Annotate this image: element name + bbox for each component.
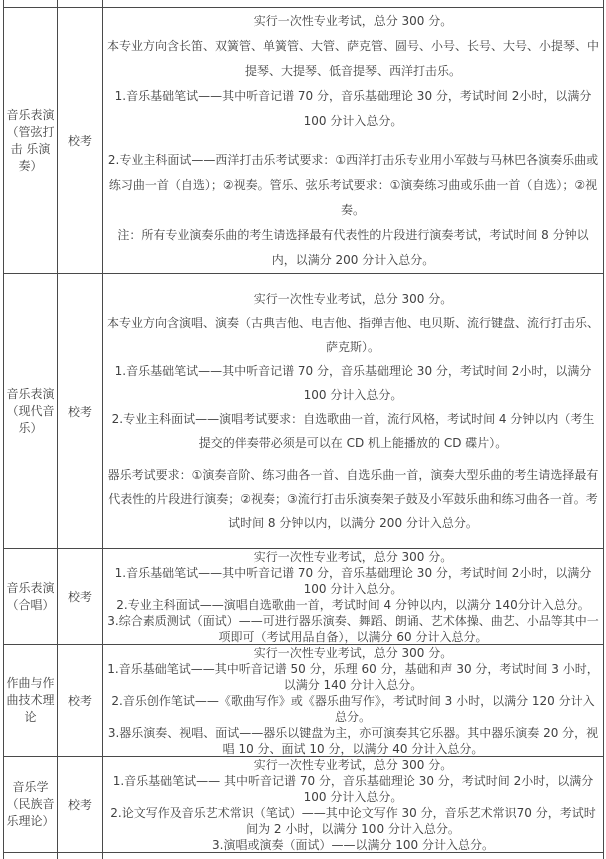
exam-detail-paragraph: 本专业方向含长笛、双簧管、单簧管、大管、萨克管、圆号、小号、长号、大号、小提琴、中提琴、大提琴、低音提琴、西洋打击乐。 xyxy=(106,38,599,78)
empty-major-cell xyxy=(4,0,58,7)
exam-details-cell xyxy=(103,549,604,644)
major-cell xyxy=(4,757,58,852)
exam-detail-paragraph: 实行一次性专业考试，总分 300 分。 xyxy=(253,13,453,28)
table-row-partial-top xyxy=(4,0,604,8)
exam-detail-paragraph: 2.专业主科面试——西洋打击乐考试要求：①西洋打击乐专业用小军鼓与马林巴各演奏乐曲或练习曲一首（自选）；②视奏。管乐、弦乐考试要求：①演奏练习曲或乐曲一首（自选）；②视奏。 xyxy=(107,152,599,217)
exam-requirements-table xyxy=(3,0,604,859)
major-cell xyxy=(4,645,58,756)
exam-detail-paragraph: 1.音乐基础笔试——其中听音记谱 70 分，音乐基础理论 30 分，考试时间 2小时，以满分 100 分计入总分。 xyxy=(114,565,592,596)
exam-detail-paragraph: 2.专业主科面试——演唱自选歌曲一首，考试时间 4 分钟以内，以满分 140分计入总分。 xyxy=(116,597,590,612)
empty-exam-type-cell xyxy=(58,0,103,7)
exam-type-cell xyxy=(58,645,103,756)
major-cell xyxy=(4,8,58,273)
major-name: 音乐表演（管弦打击 乐演奏） xyxy=(6,107,55,173)
exam-type-cell xyxy=(58,274,103,548)
exam-type-cell xyxy=(58,8,103,273)
exam-detail-paragraph: 实行一次性专业考试，总分 300 分。 xyxy=(253,757,453,772)
table-row xyxy=(4,645,604,757)
exam-detail-paragraph: 3.综合素质测试（面试）——可进行器乐演奏、舞蹈、朗诵、艺术体操、曲艺、小品等其中一项即可（考试用品自备），以满分 60 分计入总分。 xyxy=(107,613,599,644)
exam-type: 校考 xyxy=(67,590,92,604)
empty-details-cell xyxy=(103,0,604,7)
exam-type-cell xyxy=(58,757,103,852)
exam-type: 校考 xyxy=(67,134,92,148)
major-name: 音乐表演（现代音乐） xyxy=(6,386,55,435)
exam-detail-paragraph: 器乐考试要求：①演奏音阶、练习曲各一首、自选乐曲一首，演奏大型乐曲的考生请选择最有代表性的片段进行演奏；②视奏；③流行打击乐演奏架子鼓及小军鼓乐曲和练习曲各一首。考试时间 8 分钟以内，以满分 200 分计入总分。 xyxy=(107,468,599,530)
major-name: 作曲与作曲技术理论 xyxy=(6,676,55,724)
exam-details-cell xyxy=(103,274,604,548)
empty-details-cell xyxy=(103,853,604,859)
exam-detail-paragraph: 2.专业主科面试——演唱考试要求：自选歌曲一首，流行风格，考试时间 4 分钟以内（考生提交的伴奏带必须是可以在 CD 机上能播放的 CD 碟片）。 xyxy=(111,412,595,450)
table-row xyxy=(4,549,604,645)
major-cell xyxy=(4,274,58,548)
exam-detail-paragraph: 本专业方向含演唱、演奏（古典吉他、电吉他、指弹吉他、电贝斯、流行键盘、流行打击乐、萨克斯）。 xyxy=(106,316,599,354)
exam-detail-paragraph: 1.音乐基础笔试——其中听音记谱 70 分，音乐基础理论 30 分，考试时间 2小时，以满分 100 分计入总分。 xyxy=(114,364,592,402)
exam-detail-paragraph: 1.音乐基础笔试—— 其中听音记谱 70 分，音乐基础理论 30 分，考试时间 2小时，以满分 100 分计入总分。 xyxy=(112,773,594,804)
exam-details-cell xyxy=(103,757,604,852)
table-row-partial-bottom xyxy=(4,853,604,859)
exam-detail-paragraph: 1.音乐基础笔试——其中听音记谱 50 分，乐理 60 分，基础和声 30 分，考试时间 3 小时，以满分 140 分计入总分。 xyxy=(107,661,599,692)
empty-major-cell xyxy=(4,853,58,859)
empty-exam-type-cell xyxy=(58,853,103,859)
exam-detail-paragraph: 3.演唱或演奏（面试）——以满分 100 分计入总分。 xyxy=(212,837,494,852)
exam-details-cell xyxy=(103,8,604,273)
exam-detail-paragraph: 3.器乐演奏、视唱、面试——器乐以键盘为主，亦可演奏其它乐器。其中器乐演奏 20 分，视唱 10 分、面试 10 分，以满分 40 分计入总分。 xyxy=(107,725,599,756)
major-name: 音乐表演（合唱） xyxy=(6,580,55,612)
exam-type-cell xyxy=(58,549,103,644)
exam-detail-paragraph: 实行一次性专业考试，总分 300 分。 xyxy=(253,292,453,306)
major-cell xyxy=(4,549,58,644)
exam-details-cell xyxy=(103,645,604,756)
exam-detail-paragraph: 2.音乐创作笔试——《歌曲写作》或《器乐曲写作》，考试时间 3 小时，以满分 120 分计入总分。 xyxy=(111,693,595,724)
major-name: 音乐学（民族音乐理论） xyxy=(6,780,55,828)
table-row xyxy=(4,757,604,853)
exam-type: 校考 xyxy=(67,798,92,812)
table-row xyxy=(4,274,604,549)
table-row xyxy=(4,8,604,274)
exam-type: 校考 xyxy=(67,404,92,419)
exam-detail-paragraph: 注：所有专业演奏乐曲的考生请选择最有代表性的片段进行演奏考试，考试时间 8 分钟以内，以满分 200 分计入总分。 xyxy=(117,227,589,267)
exam-detail-paragraph: 实行一次性专业考试，总分 300 分。 xyxy=(253,645,453,660)
exam-detail-paragraph: 实行一次性专业考试，总分 300 分。 xyxy=(253,549,453,564)
exam-type: 校考 xyxy=(67,694,92,708)
exam-detail-paragraph: 1.音乐基础笔试——其中听音记谱 70 分，音乐基础理论 30 分，考试时间 2小时，以满分 100 分计入总分。 xyxy=(114,88,592,128)
exam-detail-paragraph: 2.论文写作及音乐艺术常识（笔试）——其中论文写作 30 分，音乐艺术常识70 分，考试时间为 2 小时，以满分 100 分计入总分。 xyxy=(110,805,596,836)
